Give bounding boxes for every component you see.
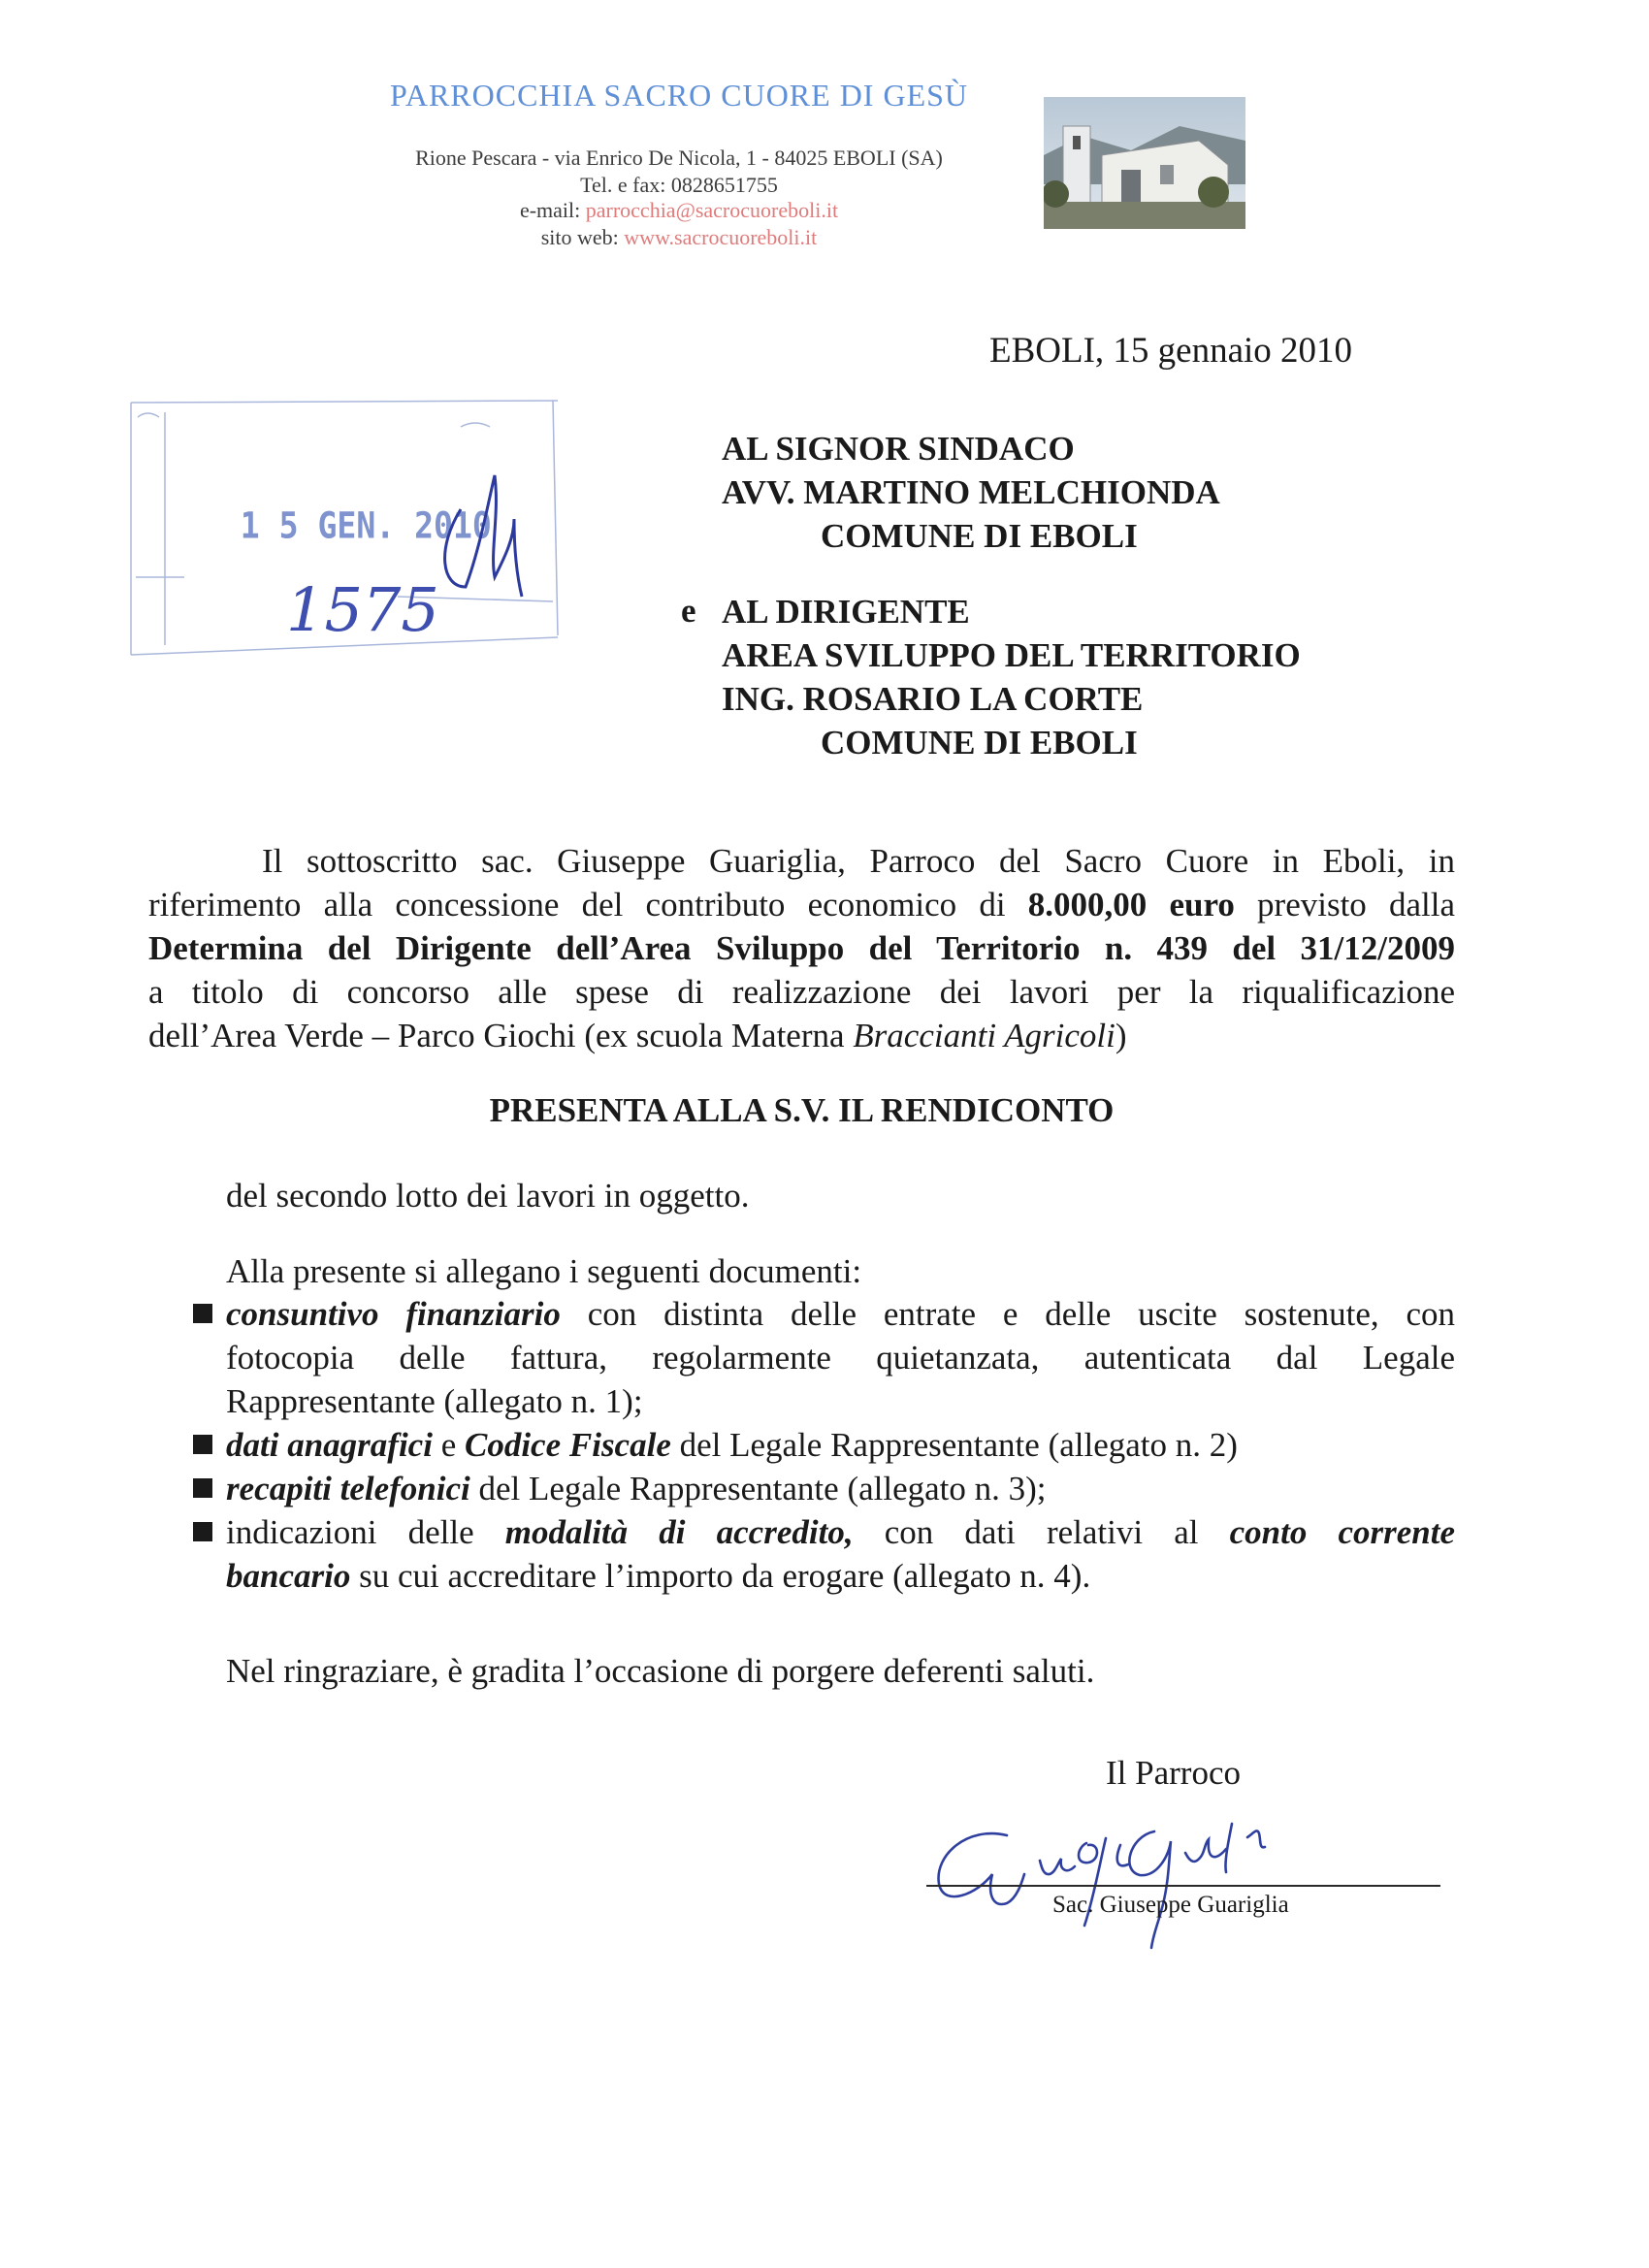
parish-address: Rione Pescara - via Enrico De Nicola, 1 - 84025 EBOLI (SA)	[415, 146, 943, 170]
addressee-line-4: AL DIRIGENTE	[722, 593, 970, 631]
closing-line: Nel ringraziare, è gradita l’occasione di porgere deferenti saluti.	[226, 1652, 1095, 1690]
parish-phone: Tel. e fax: 0828651755	[580, 173, 778, 197]
amount: 8.000,00 euro	[1027, 886, 1235, 923]
addressee-line-3: COMUNE DI EBOLI	[821, 517, 1138, 555]
attachments-list	[226, 1292, 1455, 1598]
signature-line	[926, 1885, 1440, 1887]
lotto-line: del secondo lotto dei lavori in oggetto.	[226, 1177, 750, 1215]
protocol-stamp	[126, 383, 563, 664]
addressee-line-2: AVV. MARTINO MELCHIONDA	[722, 473, 1220, 511]
stamp-number: 1575	[286, 574, 439, 645]
web-label: sito web:	[540, 225, 619, 249]
list-item: dati anagrafici e Codice Fiscale del Legale Rappresentante (allegato n. 2)	[226, 1423, 1455, 1467]
addressee-line-5: AREA SVILUPPO DEL TERRITORIO	[722, 636, 1301, 674]
email-label: e-mail:	[519, 198, 581, 222]
parish-email-line	[330, 200, 1028, 221]
signatory-name: Sac. Giuseppe Guariglia	[1052, 1892, 1289, 1918]
attachments-intro: Alla presente si allegano i seguenti documenti:	[226, 1252, 862, 1290]
body-line: Il sottoscritto sac. Giuseppe Guariglia, Parroco del Sacro Cuore in Eboli, in	[262, 842, 1455, 880]
web-link[interactable]: www.sacrocuoreboli.it	[624, 225, 818, 249]
body-paragraph	[148, 839, 1455, 1057]
square-bullet-icon	[193, 1304, 212, 1323]
email-link[interactable]: parrocchia@sacrocuoreboli.it	[585, 198, 839, 222]
body-line: riferimento alla concessione del contributo economico di 8.000,00 euro previsto dalla	[148, 886, 1456, 923]
body-line: dell’Area Verde – Parco Giochi (ex scuola Materna Braccianti Agricoli)	[148, 1017, 1127, 1054]
parish-name: PARROCCHIA SACRO CUORE DI GESÙ	[389, 78, 969, 113]
addressee-line-7: COMUNE DI EBOLI	[821, 724, 1138, 761]
square-bullet-icon	[193, 1522, 212, 1541]
list-item: indicazioni delle modalità di accredito, con dati relativi al conto corrente bancario su cui accreditare l’importo da erogare (allegato n. 4).	[226, 1510, 1455, 1598]
addressee-line-1: AL SIGNOR SINDACO	[722, 430, 1075, 468]
church-photo	[1044, 97, 1245, 229]
addressee-conjunction: e	[681, 592, 696, 630]
square-bullet-icon	[193, 1478, 212, 1498]
list-item: recapiti telefonici del Legale Rappresentante (allegato n. 3);	[226, 1467, 1455, 1510]
stamp-date: 1 5 GEN. 2010	[240, 504, 492, 548]
square-bullet-icon	[193, 1435, 212, 1454]
handwritten-signature	[922, 1795, 1406, 1969]
list-item: consuntivo finanziario con distinta delle entrate e delle uscite sostenute, con fotocopia delle fattura, regolarmente quietanzata, autenticata dal Legale Rappresentante (allegato n. 1);	[226, 1292, 1455, 1423]
letter-date: EBOLI, 15 gennaio 2010	[989, 331, 1353, 371]
addressee-line-6: ING. ROSARIO LA CORTE	[722, 680, 1144, 718]
body-line-determina: Determina del Dirigente dell’Area Sviluppo del Territorio n. 439 del 31/12/2009	[148, 929, 1455, 967]
signature-title: Il Parroco	[1106, 1754, 1241, 1792]
body-line: a titolo di concorso alle spese di realizzazione dei lavori per la riqualificazione	[148, 973, 1455, 1011]
section-heading: PRESENTA ALLA S.V. IL RENDICONTO	[489, 1091, 1115, 1129]
parish-web-line	[330, 227, 1028, 248]
